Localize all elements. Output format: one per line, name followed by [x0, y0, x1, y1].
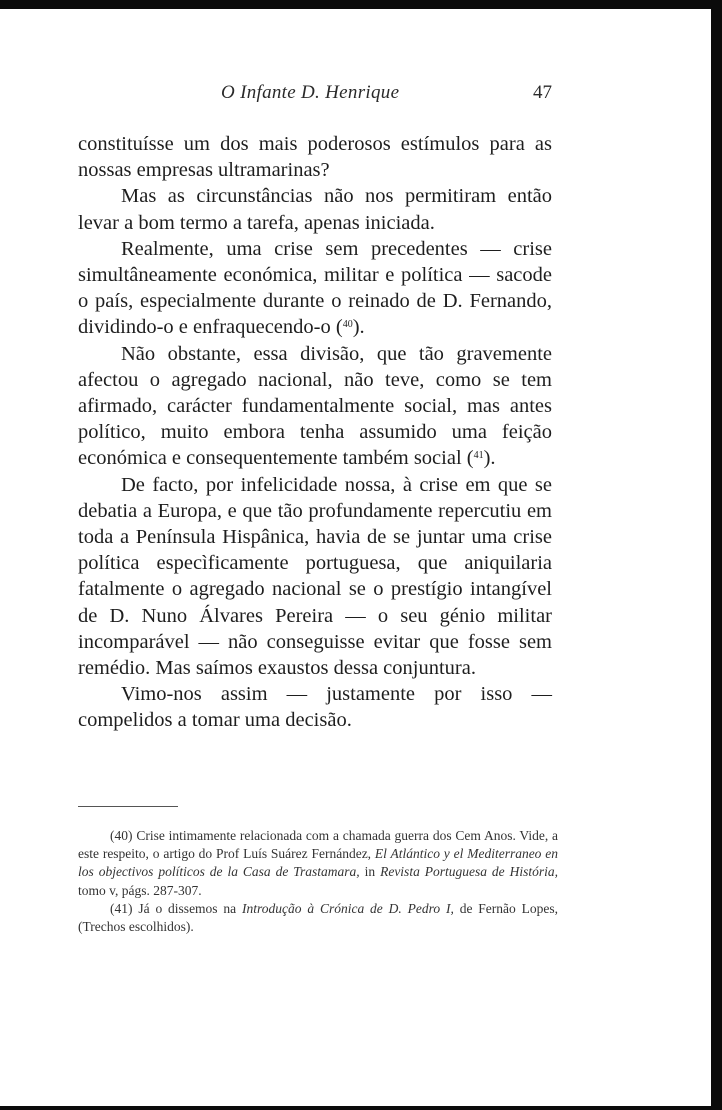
paragraph-3	[78, 236, 552, 341]
paragraph-2: Mas as circunstâncias não nos permitiram então levar a bom termo a tarefa, apenas iniciada.	[78, 185, 552, 234]
footnote-41-source: de Fernão Lopes, (Trechos escolhidos).	[78, 900, 559, 935]
footnote-41	[78, 900, 558, 936]
footnote-ref-40: 40	[342, 319, 353, 331]
body-text	[78, 131, 552, 734]
footnote-40-text: Crise intimamente relacionada com a chamada guerra dos Cem Anos. Vide, a este respeito, o artigo do Prof Luís Suárez Fernández,	[78, 828, 558, 862]
footnote-40-journal: Revista Portuguesa de História,	[380, 864, 558, 880]
paragraph-5: De facto, por infelicidade nossa, à crise em que se debatia a Europa, e que tão profundamente repercutiu em toda a Península Hispânica, havia de se juntar uma crise política especìficamente portuguesa, que aniquilaria fatalmente o agregado nacional se o prestígio intangível de D. Nuno Álvares Pereira — o seu génio militar incomparável — não conseguisse evitar que fosse sem remédio. Mas saímos exaustos dessa conjuntura.	[78, 473, 552, 680]
paragraph-4-text: Não obstante, essa divisão, que tão gravemente afectou o agregado nacional, não teve, como se tem afirmado, carácter fundamentalmente social, mas antes político, muito embora tenha assumido uma feição económica e consequentemente também social (	[78, 342, 552, 470]
footnote-40-title: El Atlántico y el Mediterraneo en los objectivos políticos de la Casa de Trastamara,	[78, 846, 559, 880]
page-header	[78, 82, 552, 112]
scan-border-bottom	[0, 1106, 722, 1110]
paragraph-6: Vimo-nos assim — justamente por isso — compelidos a tomar uma decisão.	[78, 683, 552, 732]
footnote-40-mark: (40)	[110, 828, 133, 843]
footnotes	[78, 827, 558, 936]
paragraph-3-end: ).	[352, 316, 365, 339]
scan-border-top	[0, 0, 722, 9]
paragraph-4	[78, 341, 552, 472]
footnote-41-title: Introdução à Crónica de D. Pedro I,	[242, 900, 454, 916]
footnote-40-pages: tomo v, págs. 287-307.	[78, 882, 202, 898]
scan-border-right	[711, 0, 722, 1110]
footnote-41-mark: (41)	[110, 900, 133, 916]
footnote-ref-41: 41	[473, 450, 484, 462]
footnote-41-text: Já o dissemos na	[138, 900, 237, 916]
footnote-40	[78, 827, 558, 900]
paragraph-4-end: ).	[483, 447, 496, 470]
paragraph-3-text: Realmente, uma crise sem precedentes — crise simultâneamente económica, militar e política — sacode o país, especialmente durante o reinado de D. Fernando, dividindo-o e enfraquecendo-o (	[78, 237, 552, 339]
page-number: 47	[533, 82, 552, 103]
footnote-rule	[78, 806, 178, 807]
footnote-40-in: in	[364, 864, 376, 880]
running-head: O Infante D. Henrique	[221, 82, 400, 103]
paragraph-1: constituísse um dos mais poderosos estímulos para as nossas empresas ultramarinas?	[78, 133, 552, 182]
